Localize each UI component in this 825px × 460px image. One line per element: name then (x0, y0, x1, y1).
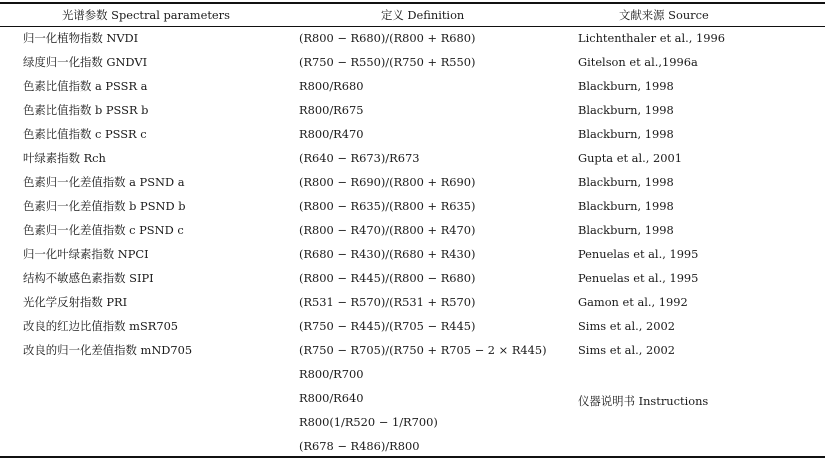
source-cell: Penuelas et al., 1995 (578, 271, 699, 285)
definition-cell: (R800 − R690)/(R800 + R690) (299, 175, 476, 189)
table-row (0, 146, 825, 170)
param-cell: 色素归一化差值指数 c PSND c (23, 223, 184, 237)
table-row (0, 170, 825, 194)
param-cell: 叶绿素指数 Rch (23, 151, 106, 165)
definition-cell: R800/R470 (299, 127, 364, 141)
source-cell: Sims et al., 2002 (578, 343, 675, 357)
param-cell: 色素比值指数 c PSSR c (23, 127, 147, 141)
table-row (0, 98, 825, 122)
source-cell: Blackburn, 1998 (578, 199, 674, 213)
definition-cell: (R531 − R570)/(R531 + R570) (299, 295, 476, 309)
param-cell: 色素比值指数 b PSSR b (23, 103, 149, 117)
source-cell: Gupta et al., 2001 (578, 151, 682, 165)
param-cell: 改良的红边比值指数 mSR705 (23, 319, 179, 333)
table-row (0, 434, 825, 458)
table-row (0, 338, 825, 362)
param-cell: 归一化植物指数 NVDI (23, 31, 139, 45)
param-cell: 归一化叶绿素指数 NPCI (23, 247, 149, 261)
source-cell: Gamon et al., 1992 (578, 295, 688, 309)
top-rule (0, 2, 825, 4)
definition-cell: (R800 − R470)/(R800 + R470) (299, 223, 476, 237)
table-row (0, 410, 825, 434)
definition-cell: (R750 − R705)/(R750 + R705 − 2 × R445) (299, 343, 547, 357)
param-cell: 色素比值指数 a PSSR a (23, 79, 148, 93)
table-row (0, 362, 825, 386)
table-row (0, 26, 825, 50)
source-cell: Penuelas et al., 1995 (578, 247, 699, 261)
table-row (0, 218, 825, 242)
source-cell: Blackburn, 1998 (578, 79, 674, 93)
source-cell: Blackburn, 1998 (578, 127, 674, 141)
definition-cell: (R800 − R680)/(R800 + R680) (299, 31, 476, 45)
definition-cell: (R640 − R673)/R673 (299, 151, 420, 165)
param-cell: 结构不敏感色素指数 SIPI (23, 271, 154, 285)
source-cell: Blackburn, 1998 (578, 223, 674, 237)
definition-cell: (R800 − R445)/(R800 − R680) (299, 271, 476, 285)
param-cell: 绿度归一化指数 GNDVI (23, 55, 148, 69)
table-row (0, 290, 825, 314)
source-cell: Blackburn, 1998 (578, 103, 674, 117)
definition-cell: (R750 − R445)/(R705 − R445) (299, 319, 476, 333)
source-cell: Lichtenthaler et al., 1996 (578, 31, 725, 45)
definition-cell: R800(1/R520 − 1/R700) (299, 415, 438, 429)
definition-cell: (R800 − R635)/(R800 + R635) (299, 199, 476, 213)
source-cell: Blackburn, 1998 (578, 175, 674, 189)
table-row (0, 266, 825, 290)
definition-cell: (R750 − R550)/(R750 + R550) (299, 55, 476, 69)
header-definition: 定义 Definition (381, 8, 465, 22)
source-cell: Gitelson et al.,1996a (578, 55, 698, 69)
table-row (0, 314, 825, 338)
definition-cell: (R678 − R486)/R800 (299, 439, 420, 453)
param-cell: 色素归一化差值指数 a PSND a (23, 175, 185, 189)
definition-cell: (R680 − R430)/(R680 + R430) (299, 247, 476, 261)
table-row (0, 50, 825, 74)
param-cell: 色素归一化差值指数 b PSND b (23, 199, 186, 213)
header-source: 文献来源 Source (619, 8, 709, 22)
table-row (0, 242, 825, 266)
source-cell: Sims et al., 2002 (578, 319, 675, 333)
definition-cell: R800/R640 (299, 391, 364, 405)
table-row (0, 122, 825, 146)
instrument-note: 仪器说明书 Instructions (578, 394, 709, 408)
definition-cell: R800/R700 (299, 367, 364, 381)
definition-cell: R800/R675 (299, 103, 364, 117)
param-cell: 光化学反射指数 PRI (23, 295, 128, 309)
table-row (0, 74, 825, 98)
table-row (0, 194, 825, 218)
param-cell: 改良的归一化差值指数 mND705 (23, 343, 193, 357)
bottom-rule (0, 456, 825, 458)
header-param: 光谱参数 Spectral parameters (62, 8, 230, 22)
definition-cell: R800/R680 (299, 79, 364, 93)
